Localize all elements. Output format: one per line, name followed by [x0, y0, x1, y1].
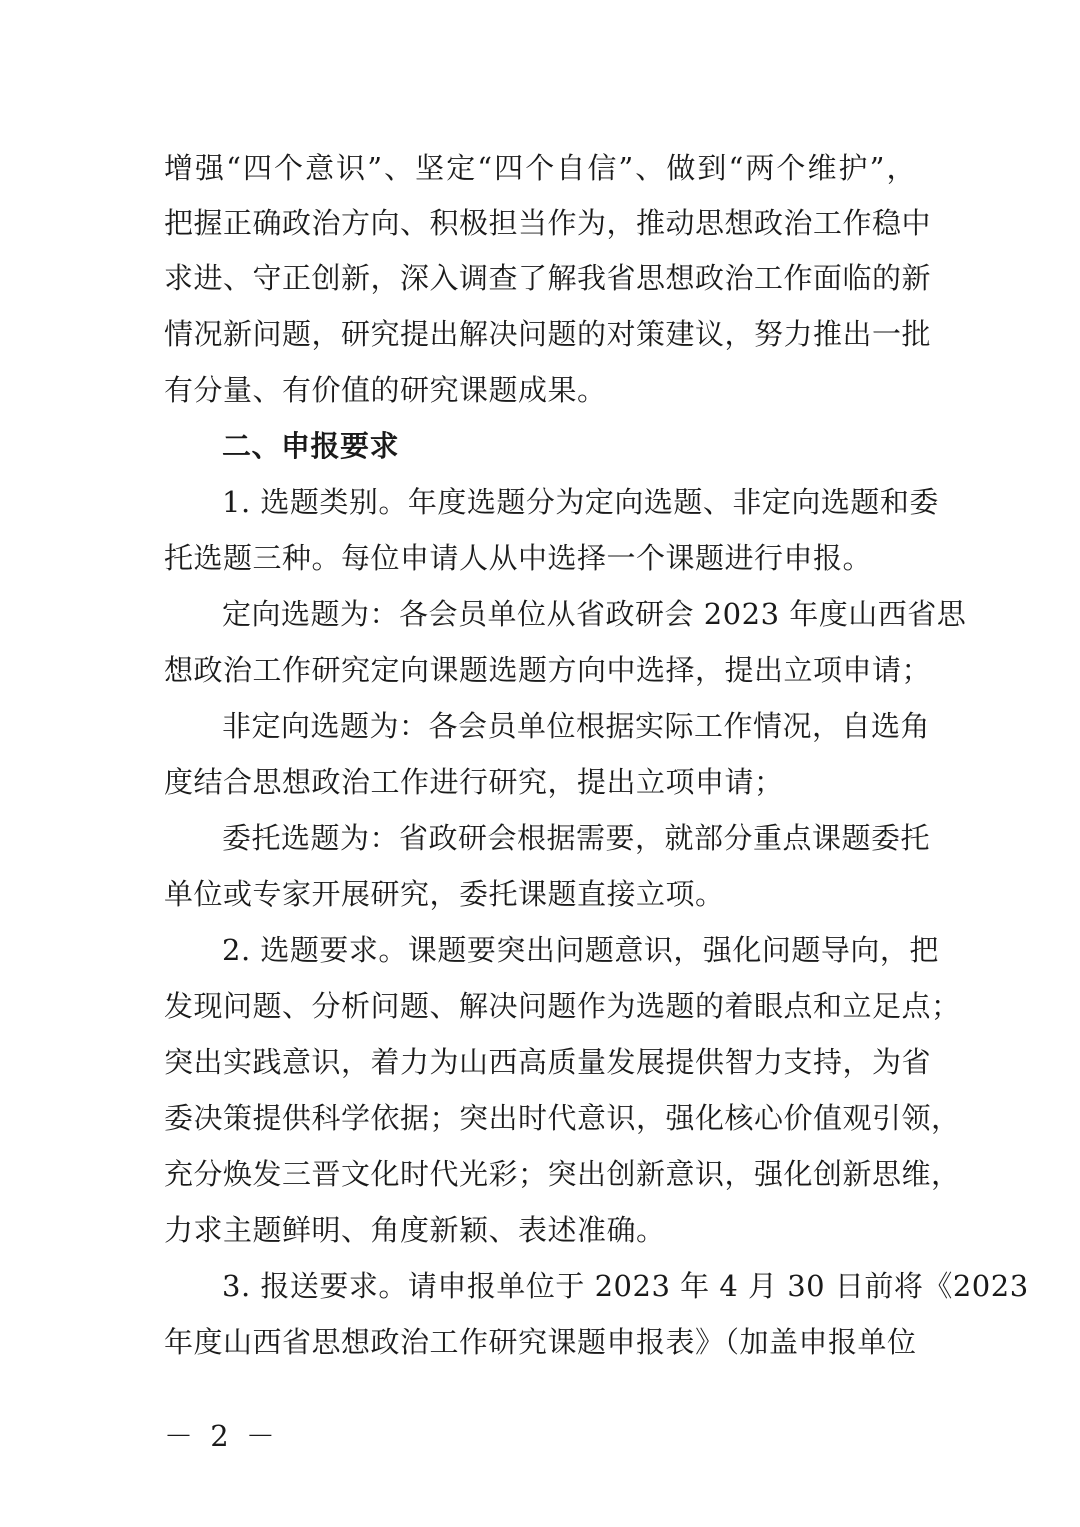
- paragraph-line: 发现问题、分析问题、解决问题作为选题的着眼点和立足点；: [164, 989, 961, 1023]
- paragraph-line: 充分焕发三晋文化时代光彩；突出创新意识，强化创新思维，: [164, 1157, 961, 1191]
- paragraph-line: 力求主题鲜明、角度新颖、表述准确。: [164, 1213, 666, 1247]
- paragraph-line: 托选题三种。每位申请人从中选择一个课题进行申报。: [164, 541, 873, 575]
- paragraph-line: 情况新问题，研究提出解决问题的对策建议，努力推出一批: [164, 317, 932, 351]
- paragraph-line: 1. 选题类别。年度选题分为定向选题、非定向选题和委: [222, 485, 939, 519]
- paragraph-line: 3. 报送要求。请申报单位于 2023 年 4 月 30 日前将《2023: [222, 1269, 1029, 1303]
- paragraph-line: 增强“四个意识”、坚定“四个自信”、做到“两个维护”，: [164, 151, 916, 185]
- paragraph-line: 2. 选题要求。课题要突出问题意识，强化问题导向，把: [222, 933, 939, 967]
- paragraph-line: 度结合思想政治工作进行研究，提出立项申请；: [164, 765, 784, 799]
- paragraph-line: 定向选题为：各会员单位从省政研会 2023 年度山西省思: [222, 597, 967, 631]
- paragraph-line: 非定向选题为：各会员单位根据实际工作情况，自选角: [222, 709, 931, 743]
- paragraph-line: 单位或专家开展研究，委托课题直接立项。: [164, 877, 725, 911]
- paragraph-line: 求进、守正创新，深入调查了解我省思想政治工作面临的新: [164, 261, 932, 295]
- paragraph-line: 把握正确政治方向、积极担当作为，推动思想政治工作稳中: [164, 206, 932, 240]
- section-heading: 二、申报要求: [222, 429, 400, 463]
- paragraph-line: 委托选题为：省政研会根据需要，就部分重点课题委托: [222, 821, 931, 855]
- paragraph-line: 突出实践意识，着力为山西高质量发展提供智力支持，为省: [164, 1045, 932, 1079]
- paragraph-line: 想政治工作研究定向课题选题方向中选择，提出立项申请；: [164, 653, 932, 687]
- paragraph-line: 年度山西省思想政治工作研究课题申报表》（加盖申报单位: [164, 1325, 917, 1359]
- paragraph-line: 有分量、有价值的研究课题成果。: [164, 373, 607, 407]
- page-number: － 2 －: [164, 1419, 279, 1453]
- paragraph-line: 委决策提供科学依据；突出时代意识，强化核心价值观引领，: [164, 1101, 961, 1135]
